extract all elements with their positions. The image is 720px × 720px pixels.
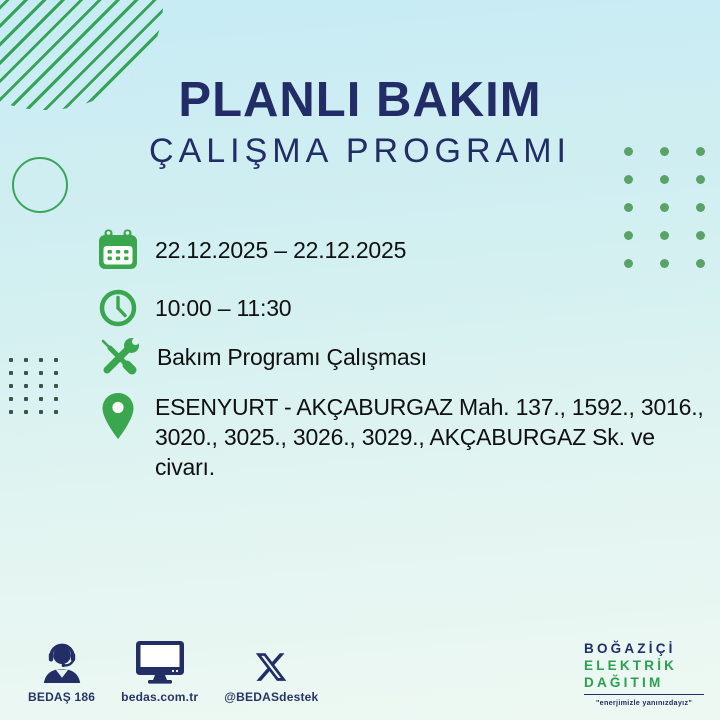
dark-dot: [9, 384, 13, 388]
dark-dot: [9, 358, 13, 362]
detail-row-time: [98, 287, 291, 329]
dark-dot: [39, 384, 43, 388]
green-dot: [624, 231, 633, 240]
title-line-1: PLANLI BAKIM: [178, 73, 542, 127]
green-dot: [696, 203, 705, 212]
dark-dot: [54, 384, 58, 388]
detail-row-date: [98, 228, 406, 272]
logo-line-elektrik: ELEKTRİK: [584, 658, 678, 673]
dark-dot: [54, 410, 58, 414]
logo-line-dagitim: DAĞITIM: [584, 675, 664, 690]
location-pin-icon: [98, 392, 138, 442]
contact-x-social: [224, 638, 318, 704]
dark-dot: [9, 397, 13, 401]
dark-dot: [54, 358, 58, 362]
dark-dot: [39, 371, 43, 375]
date-range-text: 22.12.2025 – 22.12.2025: [155, 237, 407, 263]
dark-dot: [9, 371, 13, 375]
dark-dot: [39, 410, 43, 414]
dark-dot: [54, 371, 58, 375]
contact-call-center: [28, 638, 95, 704]
clock-icon: [98, 288, 138, 328]
work-type-text: Bakım Programı Çalışması: [157, 344, 427, 370]
website-label: bedas.com.tr: [121, 690, 199, 704]
calendar-icon: [98, 229, 138, 271]
location-text: ESENYURT - AKÇABURGAZ Mah. 137., 1592., 3016., 3020., 3025., 3026., 3029., AKÇABURGAZ Sk. ve civarı.: [155, 394, 704, 480]
detail-row-work-type: [98, 336, 427, 378]
dark-dot: [39, 397, 43, 401]
title-line-2: ÇALIŞMA PROGRAMI: [149, 132, 571, 170]
dark-dot: [24, 410, 28, 414]
green-dot: [696, 175, 705, 184]
green-dot: [624, 203, 633, 212]
logo-tagline: "enerjimizle yanınızdayız": [584, 694, 704, 707]
x-social-icon: [254, 638, 288, 684]
detail-row-location: [98, 392, 711, 482]
footer-contacts: [28, 638, 318, 704]
green-dot: [660, 175, 669, 184]
dark-dot: [9, 410, 13, 414]
call-center-label: BEDAŞ 186: [28, 690, 96, 704]
green-dot: [696, 231, 705, 240]
page-title: [0, 72, 720, 171]
green-dot: [660, 203, 669, 212]
call-center-agent-icon: [40, 638, 84, 684]
dark-dot: [54, 397, 58, 401]
time-range-text: 10:00 – 11:30: [155, 295, 292, 321]
green-dot: [696, 259, 705, 268]
monitor-icon: [135, 638, 185, 684]
green-dot: [660, 259, 669, 268]
dark-dot: [24, 371, 28, 375]
company-logo: [584, 640, 704, 707]
green-dot: [624, 175, 633, 184]
logo-line-bogazici: BOĞAZİÇİ: [584, 641, 676, 656]
green-dot: [660, 231, 669, 240]
tools-icon: [98, 337, 140, 377]
dark-dot: [24, 384, 28, 388]
contact-website: [121, 638, 198, 704]
dark-dot: [24, 358, 28, 362]
x-handle-label: @BEDASdestek: [224, 690, 319, 704]
dark-dot: [24, 397, 28, 401]
dark-dot: [39, 358, 43, 362]
green-dot: [624, 259, 633, 268]
dark-dot-grid-decoration: [9, 358, 58, 414]
